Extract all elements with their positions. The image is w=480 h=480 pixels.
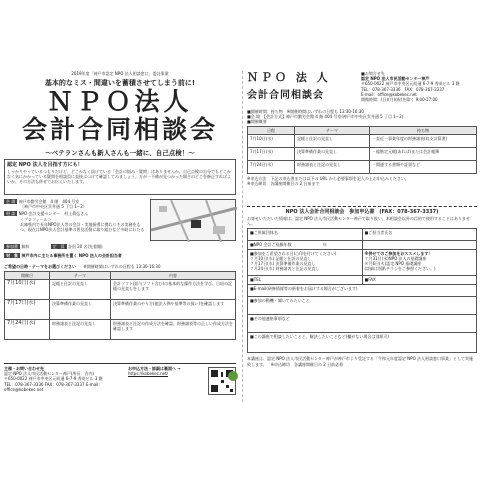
recommend-item: (詳細は別紙チラシをご参照ください。) <box>364 266 436 272</box>
kec-logo-icon <box>228 371 238 381</box>
consult-field[interactable] <box>248 333 477 353</box>
table-row <box>248 160 477 173</box>
right-header-items: 持ち物 <box>370 126 477 134</box>
capacity-value: 各回 20 名(先着順) <box>67 244 103 249</box>
intro-heading: 認定 NPO 法人を目指す方にも！ <box>7 162 83 168</box>
org-line: 開館時間：(日)(月)(祝)を除く 9:00-17:00 <box>361 97 438 103</box>
experience-field[interactable] <box>248 241 363 250</box>
table-row <box>248 147 477 160</box>
experience-field-label: ■NPO 会計ご経験年数 <box>250 242 292 248</box>
host-section <box>4 366 124 392</box>
other-field[interactable] <box>248 315 477 333</box>
right-theme: 決算準備作業の見直し <box>295 147 370 160</box>
venue-name: 神戸市勤労会館 4 階 404 号室 <box>18 199 80 204</box>
form-table <box>247 228 477 353</box>
intro-box <box>4 159 236 195</box>
right-schedule-table <box>247 126 477 174</box>
host-address: 〒650-0022 神戸市中央区元町通 6-7-9 秀英ビル 3 階 <box>4 376 103 382</box>
tel-field-label: ■TEL <box>250 277 261 283</box>
recommend-item: ８月6日(火)認定 NPO 基礎講座 <box>364 261 422 267</box>
right-header-theme: テーマ <box>295 126 370 134</box>
schedule-date: 7月10日(水) <box>5 280 50 300</box>
info-schedule-label: ■開催概要 <box>247 119 267 125</box>
note-line: ※申込締切 各講座開催日の 2 日前まで <box>247 180 320 186</box>
table-row <box>248 134 477 147</box>
schedule-date: 7月24日(水) <box>5 320 50 340</box>
schedule-theme: 記帳と仕訳の見直し <box>50 280 111 300</box>
advisor-profile-head: ＜プロフィール＞ <box>20 216 52 222</box>
url-link[interactable]: https://kobekec.net/ <box>128 371 168 377</box>
fax-field[interactable] <box>362 276 477 285</box>
right-header-date: 日程 <box>248 126 295 134</box>
schedule-table <box>4 271 236 340</box>
schedule-section <box>4 264 236 340</box>
title-line1: ＮＰＯ法人 <box>47 87 193 116</box>
apply-heading: お申込方法・詳細は裏面へ → <box>128 366 181 371</box>
venue-address: （神戸市中央区雲井通 5 丁目 1−2） <box>20 204 87 210</box>
title-line2: 会計合同相談会 <box>21 115 218 144</box>
fee-value: 無料 <box>21 244 30 249</box>
right-date: 7月17日(水) <box>248 147 295 160</box>
host-heading: 主催・お問い合わせ先 <box>4 366 44 371</box>
session-option[interactable]: ７月24日(水) 財務諸表と注記の見直し <box>250 266 320 272</box>
schedule-header-date: 開催日 <box>5 272 50 280</box>
org-block <box>361 71 477 102</box>
flyer-back <box>242 71 478 402</box>
host-name: 認定 NPO 法人市民活動センター神戸(所長：吉内) <box>4 371 95 377</box>
org-field-label: ■ご所属団体名 <box>250 230 278 236</box>
org-line: ■お問合せ先 <box>361 71 385 76</box>
org-line: 認定 NPO 法人市民活動センター神戸 <box>361 76 430 82</box>
recommend-item: ７月31日(水)NPO 法人の基礎講座 <box>364 256 427 262</box>
org-field[interactable] <box>248 229 363 241</box>
schedule-header-theme: テーマ <box>50 272 111 280</box>
session-choice-field[interactable] <box>248 250 363 276</box>
org-line: 〒650-0022 神戸市中央区元町通 6-7-9 秀英ビル 3 階 <box>361 81 460 87</box>
venue-label: 会 場 <box>6 199 16 204</box>
venue-map <box>150 199 236 241</box>
fee-row <box>4 244 236 249</box>
email-field-label: ■E-mail(研修情報等の新着をお届けする場合がございます) <box>250 286 358 292</box>
footer-note: 本講座は、認定 NPO 法人市民活動センター神戸が神戸市より受託する「令和元年度認定 NPO 法人相談窓口事業」として実施致します。 ※申込締切 各講座開催日の 2 日前必着 <box>247 356 474 367</box>
advisor-profile: 兵庫県内で長年NPO法人等の会計・実地指導に携わりその実務をもつ。現在はNPO法人会計基準の普及活動に取り組むなど多岐にわたる <box>20 221 145 233</box>
target-label: 対 象 <box>6 253 18 258</box>
event-info <box>4 199 146 232</box>
right-date: 7月24日(水) <box>248 160 295 173</box>
email-field[interactable] <box>248 285 477 297</box>
years-unit: 年 <box>322 242 327 248</box>
schedule-header-desc: 内容 <box>111 272 236 280</box>
right-theme: 財務諸表と注記の見直し <box>295 160 370 173</box>
right-items: ・直近一事業年度の財務諸表(収支計算書) <box>370 134 477 147</box>
schedule-desc: 会計ソフト(給与ソフト含む)の基本的な操作方法を学び、日頃の記帳の見直しをします <box>111 280 236 300</box>
org-line: TEL：078-367-3336 FAX：078-367-3337 <box>361 86 445 92</box>
org-line: E-mail：office@kobekec.net <box>361 91 417 97</box>
advisor-name: NPO 会計支援センター 村上眞弘さん <box>18 211 89 217</box>
host-contact: TEL：078-367-3336 FAX：078-367-3337 E-mail：office@kobekec.net <box>4 381 103 392</box>
info-time: ■開催時間：持ち物 ※開催時間はいずれの日程も 13:30-16:30 <box>247 109 364 114</box>
schedule-heading: ご希望の日時・テーマをお選びください <box>4 264 76 269</box>
application-form <box>247 209 477 367</box>
schedule-date: 7月17日(水) <box>5 300 50 320</box>
table-row <box>5 280 236 300</box>
tel-field[interactable] <box>248 276 363 285</box>
schedule-note: ※開催時間はいずれの日程も 13:30-16:30 <box>83 264 161 269</box>
sessions-label: ■参加をご希望される日(○印を付けてください) <box>250 251 337 257</box>
right-date: 7月10日(水) <box>248 134 295 147</box>
form-notice: お寄せいただいた情報は、認定 NPO 法人市民活動センター神戸で取り扱い、本相談会以外の目的で使用することはありません。 <box>247 216 470 227</box>
recommend-label: ※併せてのご参加をおススメします！ <box>364 251 433 257</box>
apply-section <box>128 366 208 376</box>
title-block <box>247 71 352 102</box>
schedule-desc: 決算準備作業のやり方(他法人例や基準等の扱い)を確認します <box>111 300 236 320</box>
target-row <box>4 253 236 258</box>
note-line: ※申込方法 下記の申込書または以下の URL から必要事項を記入の上お申込みください。 <box>247 175 409 181</box>
form-heading: NPO 法人会計合同相談会 参加申込書 (FAX：078-367-3337) <box>285 209 439 215</box>
question-field[interactable] <box>248 297 477 315</box>
table-row <box>5 320 236 340</box>
table-row <box>5 300 236 320</box>
info-block <box>247 109 477 186</box>
right-items: ・総勘定元帳(あれば)または会計帳簿 <box>370 147 477 160</box>
session-option[interactable]: ７月17日(水) 決算準備作業の見直し <box>250 261 316 267</box>
name-field[interactable] <box>362 229 477 241</box>
session-option[interactable]: ７月10日(水) 記帳と仕訳の見直し <box>250 256 312 262</box>
title-line2: 会計合同相談会 <box>247 90 324 101</box>
name-field-label: ■ご担当者氏名 <box>364 230 393 236</box>
question-field-label: ■参加の動機・聞いてみたいこと <box>250 298 310 304</box>
subtitle: ～ベテランさんも新人さんも一緒に、自己点検！～ <box>45 149 195 157</box>
advisor-label: 相 談 <box>6 211 16 217</box>
lead: 基本的なミス・間違いを蓄積させてしまう前に! <box>44 79 196 87</box>
right-theme: 記帳と仕訳の見直し <box>295 134 370 147</box>
schedule-theme: 財務諸表と注記の見直し <box>50 320 111 340</box>
info-place: ■会 場 【会計方式】神戸市勤労会館 4 階 404 号室(神戸市中央区雲井通 5 丁目 1−2) <box>247 114 404 120</box>
fee-label: 参加費 <box>6 244 18 249</box>
schedule-desc: 財務諸表と注記の作成方法を確認、財務諸表等の正しい作成方法を確認します <box>111 320 236 340</box>
fax-field-label: ■FAX <box>364 277 376 283</box>
flyer-front <box>2 71 238 402</box>
other-field-label: ■その他連絡事項など <box>250 316 290 322</box>
map-graphic <box>151 200 237 242</box>
tagline: 2019年度「神戸市認定 NPO 法人相談窓口」委託事業 <box>71 71 169 76</box>
blank-field[interactable] <box>362 241 477 250</box>
target-value: 神戸市内に主たる事務所を置く NPO 法人の会計担当者 <box>21 253 122 258</box>
intro-text: しっかりやっているつもりだけど、どこかなく抜けている「会計の悩み・疑問」はありませんか。自己点検の自分でもどこかなく気にかかっている疑問を相談員に直接ぶつけて確認してみましょう。万が一不備が見つかった場合のどこを修正すればよいか、その方法も併せてお伝えいたします。 <box>7 169 231 185</box>
schedule-theme: 決算準備作業の見直し <box>50 300 111 320</box>
recommend-box <box>362 250 477 276</box>
right-items: ・関連する書類や証票など <box>370 160 477 173</box>
capacity-label: 定 員 <box>52 244 65 249</box>
consult-field-label: ■この講座で相談したいことと、解決したいことなど(欄がない場合は別紙可) <box>250 334 389 340</box>
title-line1: ＮＰＯ 法 人 <box>247 71 331 84</box>
